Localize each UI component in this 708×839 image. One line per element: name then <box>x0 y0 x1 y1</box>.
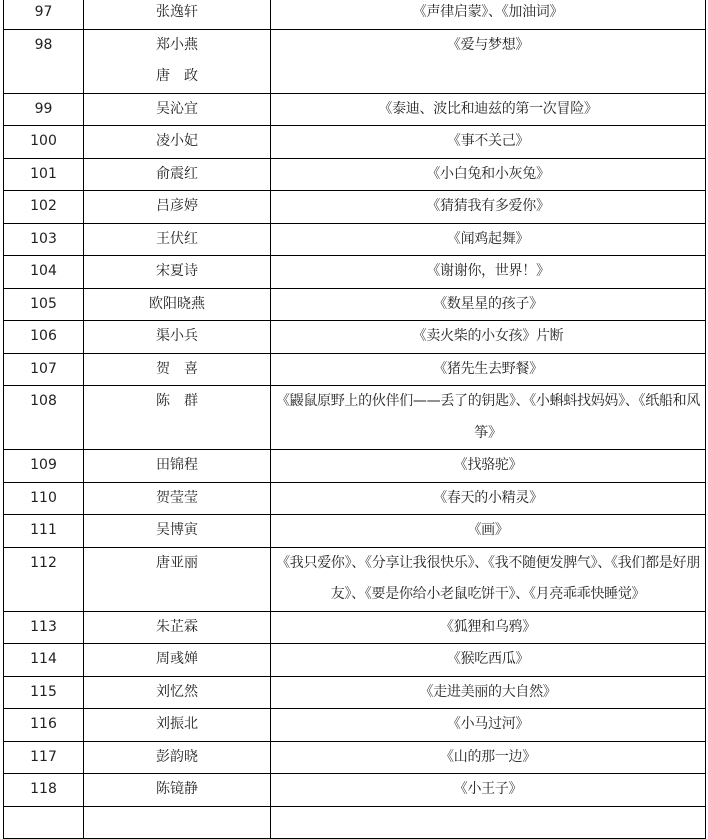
student-name-line: 张逸轩 <box>156 4 198 20</box>
student-name <box>84 191 271 224</box>
table-row <box>4 547 706 611</box>
student-name-line: 贺莹莹 <box>156 489 198 506</box>
book-titles: 《找骆驼》 <box>271 450 706 483</box>
student-name <box>84 741 271 774</box>
student-name-line: 周彧婵 <box>156 651 198 667</box>
student-name-line: 宋夏诗 <box>156 263 198 279</box>
table-row <box>4 93 706 126</box>
student-name-line: 王伏红 <box>156 230 198 247</box>
book-titles: 《狐狸和乌鸦》 <box>271 611 706 644</box>
student-name-line: 彭韵晓 <box>156 748 198 765</box>
student-name-line: 陈 群 <box>156 393 198 409</box>
row-number: 101 <box>4 158 84 191</box>
student-name <box>84 126 271 159</box>
student-name <box>84 676 271 709</box>
row-number: 108 <box>4 386 84 450</box>
student-name-line: 吴博寅 <box>156 522 198 538</box>
book-titles: 《声律启蒙》、《加油词》 <box>271 0 706 29</box>
table-row <box>4 774 706 807</box>
student-name-line: 刘忆然 <box>156 683 198 700</box>
student-name-line: 渠小兵 <box>156 328 198 344</box>
table-row <box>4 611 706 644</box>
book-titles: 《卖火柴的小女孩》片断 <box>271 321 706 354</box>
student-name <box>84 93 271 126</box>
row-number: 106 <box>4 321 84 354</box>
student-name <box>84 386 271 450</box>
table-body <box>4 0 706 838</box>
book-titles: 《数星星的孩子》 <box>271 288 706 321</box>
student-name-line: 贺 喜 <box>156 360 198 377</box>
student-name-line: 吴沁宜 <box>156 100 198 117</box>
book-titles: 《鼹鼠原野上的伙伴们——丢了的钥匙》、《小蝌蚪找妈妈》、《纸船和风筝》 <box>271 386 706 450</box>
table-row <box>4 158 706 191</box>
book-titles: 《小马过河》 <box>271 709 706 742</box>
table-row <box>4 29 706 93</box>
row-number: 114 <box>4 644 84 677</box>
student-name-line: 唐亚丽 <box>156 554 198 571</box>
row-number: 118 <box>4 774 84 807</box>
book-titles: 《猪先生去野餐》 <box>271 353 706 386</box>
student-name <box>84 611 271 644</box>
reading-list-table <box>3 0 706 839</box>
book-titles: 《春天的小精灵》 <box>271 482 706 515</box>
table-row <box>4 450 706 483</box>
student-name-line: 唐 政 <box>156 68 198 84</box>
table-row <box>4 353 706 386</box>
student-name-line: 俞震红 <box>156 165 198 182</box>
table-row <box>4 806 706 838</box>
row-number: 97 <box>4 0 84 29</box>
student-name-line: 朱芷霖 <box>156 618 198 635</box>
student-name <box>84 256 271 289</box>
student-name <box>84 644 271 677</box>
row-number: 110 <box>4 482 84 515</box>
table-row <box>4 741 706 774</box>
table-row <box>4 288 706 321</box>
row-number: 104 <box>4 256 84 289</box>
book-titles: 《闻鸡起舞》 <box>271 223 706 256</box>
book-titles: 《小王子》 <box>271 774 706 807</box>
row-number: 107 <box>4 353 84 386</box>
student-name <box>84 223 271 256</box>
table-row <box>4 482 706 515</box>
table-row <box>4 644 706 677</box>
row-number: 102 <box>4 191 84 224</box>
student-name <box>84 288 271 321</box>
book-titles: 《山的那一边》 <box>271 741 706 774</box>
student-name <box>84 774 271 807</box>
student-name <box>84 158 271 191</box>
student-name <box>84 0 271 29</box>
row-number: 117 <box>4 741 84 774</box>
book-titles: 《爱与梦想》 <box>271 29 706 93</box>
table-row <box>4 191 706 224</box>
table-row <box>4 0 706 29</box>
row-number: 109 <box>4 450 84 483</box>
student-name-line: 欧阳晓燕 <box>149 295 205 312</box>
student-name <box>84 806 271 838</box>
table-row <box>4 256 706 289</box>
student-name-line: 吕彦婷 <box>156 198 198 214</box>
book-titles: 《小白兔和小灰兔》 <box>271 158 706 191</box>
student-name-line: 凌小妃 <box>156 133 198 149</box>
book-titles <box>271 806 706 838</box>
table-row <box>4 223 706 256</box>
student-name <box>84 450 271 483</box>
row-number: 99 <box>4 93 84 126</box>
book-titles: 《泰迪、波比和迪兹的第一次冒险》 <box>271 93 706 126</box>
row-number: 98 <box>4 29 84 93</box>
student-name <box>84 482 271 515</box>
book-titles: 《事不关己》 <box>271 126 706 159</box>
book-titles: 《走进美丽的大自然》 <box>271 676 706 709</box>
row-number: 113 <box>4 611 84 644</box>
row-number: 100 <box>4 126 84 159</box>
student-name <box>84 321 271 354</box>
book-titles: 《画》 <box>271 515 706 548</box>
table-row <box>4 515 706 548</box>
student-name-line: 陈镜静 <box>156 781 198 797</box>
row-number <box>4 806 84 838</box>
row-number: 116 <box>4 709 84 742</box>
table-row <box>4 126 706 159</box>
book-titles: 《谢谢你，世界！》 <box>271 256 706 289</box>
table-row <box>4 386 706 450</box>
row-number: 103 <box>4 223 84 256</box>
row-number: 115 <box>4 676 84 709</box>
book-titles: 《我只爱你》、《分享让我很快乐》、《我不随便发脾气》、《我们都是好朋友》、《要是你给小老鼠吃饼干》、《月亮乖乖快睡觉》 <box>271 547 706 611</box>
student-name <box>84 353 271 386</box>
book-titles: 《猴吃西瓜》 <box>271 644 706 677</box>
row-number: 112 <box>4 547 84 611</box>
student-name <box>84 709 271 742</box>
row-number: 111 <box>4 515 84 548</box>
book-titles: 《猜猜我有多爱你》 <box>271 191 706 224</box>
student-name-line: 刘振北 <box>156 716 198 732</box>
student-name <box>84 515 271 548</box>
student-name-line: 郑小燕 <box>156 36 198 53</box>
row-number: 105 <box>4 288 84 321</box>
student-name <box>84 29 271 93</box>
table-row <box>4 709 706 742</box>
table-row <box>4 321 706 354</box>
table-row <box>4 676 706 709</box>
student-name <box>84 547 271 611</box>
student-name-line: 田锦程 <box>156 457 198 473</box>
